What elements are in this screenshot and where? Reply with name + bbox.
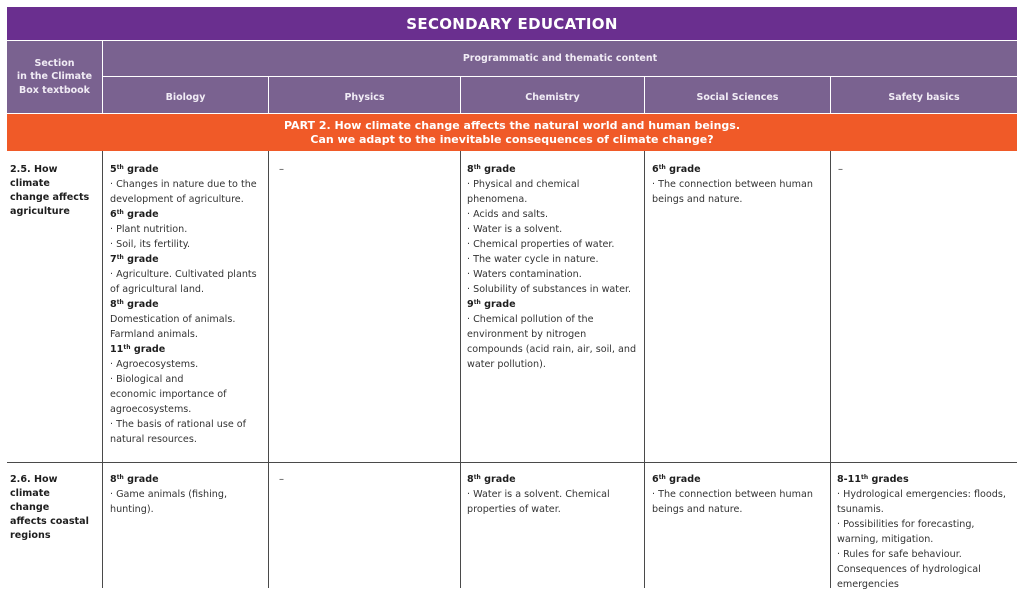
grade-word: grade [123, 474, 159, 485]
physics-cell: – [279, 474, 284, 485]
grade-ordinal-suffix: th [116, 474, 124, 481]
chemistry-cell [467, 162, 642, 372]
curriculum-table [7, 7, 1017, 588]
topic-line: development of agriculture. [110, 194, 244, 205]
grade-ordinal-suffix: th [658, 474, 666, 481]
row-section-cell [10, 163, 100, 219]
topic-line: · Acids and salts. [467, 209, 549, 220]
grade-ordinal-suffix: th [116, 209, 124, 216]
topic-line: agroecosystems. [110, 404, 192, 415]
topic-line: Farmland animals. [110, 329, 198, 340]
topic-line: · Rules for safe behaviour. [837, 549, 962, 560]
grade-number: 8 [467, 474, 474, 485]
topic-line: · Solubility of substances in water. [467, 284, 632, 295]
grade-ordinal-suffix: th [473, 164, 481, 171]
safety-basics-cell: – [838, 164, 843, 175]
grade-word: grade [123, 164, 159, 175]
biology-cell [110, 472, 266, 517]
topic-line: · Game animals (fishing, [110, 489, 228, 500]
topic-line: · The water cycle in nature. [467, 254, 599, 265]
grade-ordinal-suffix: th [473, 474, 481, 481]
grade-word: grade [123, 299, 159, 310]
grade-ordinal-suffix: th [473, 299, 481, 306]
topic-line: · The connection between human [652, 179, 813, 190]
grade-ordinal-suffix: th [123, 344, 131, 351]
topic-line: · Physical and chemical [467, 179, 580, 190]
grade-word: grades [868, 474, 909, 485]
grade-heading [837, 472, 1017, 487]
section-title-line: regions [10, 530, 51, 541]
column-divider [102, 151, 103, 588]
section-title-line: 2.5. How climate [10, 164, 58, 189]
grade-number: 6 [652, 474, 659, 485]
grade-heading [652, 472, 828, 487]
grade-heading [110, 297, 266, 312]
header-section-line: Box textbook [18, 84, 90, 96]
section-title-line: change [10, 502, 50, 513]
header-section-column [7, 41, 102, 113]
topic-line: compounds (acid rain, air, soil, and [467, 344, 637, 355]
header-biology: Biology [103, 77, 268, 113]
topic-line: properties of water. [467, 504, 561, 515]
table-title: SECONDARY EDUCATION [7, 7, 1017, 40]
social-sciences-cell [652, 162, 828, 207]
grade-number: 8 [467, 164, 474, 175]
topic-line: beings and nature. [652, 504, 743, 515]
topic-line: · Biological and [110, 374, 184, 385]
header-section-line: Section [34, 57, 75, 69]
topic-line: · The basis of rational use of [110, 419, 247, 430]
topic-line: · Agriculture. Cultivated plants [110, 269, 257, 280]
topic-line: of agricultural land. [110, 284, 205, 295]
topic-line: warning, mitigation. [837, 534, 934, 545]
header-programmatic-content: Programmatic and thematic content [103, 41, 1017, 76]
grade-ordinal-suffix: th [116, 299, 124, 306]
chemistry-cell [467, 472, 642, 517]
social-sciences-cell [652, 472, 828, 517]
topic-line: economic importance of [110, 389, 227, 400]
topic-line: · Agroecosystems. [110, 359, 199, 370]
section-title-line: 2.6. How climate [10, 474, 58, 499]
topic-line: · Soil, its fertility. [110, 239, 191, 250]
column-divider [644, 151, 645, 588]
grade-heading [110, 472, 266, 487]
section-title-line: change affects [10, 192, 90, 203]
header-section-line: in the Climate [16, 71, 93, 83]
grade-number: 6 [652, 164, 659, 175]
grade-word: grade [480, 474, 516, 485]
header-social-sciences: Social Sciences [645, 77, 830, 113]
grade-word: grade [665, 164, 701, 175]
safety-basics-cell [837, 472, 1017, 592]
topic-line: natural resources. [110, 434, 197, 445]
topic-line: · Chemical pollution of the [467, 314, 594, 325]
grade-ordinal-suffix: th [116, 254, 124, 261]
grade-number: 8 [110, 299, 117, 310]
grade-ordinal-suffix: th [658, 164, 666, 171]
topic-line: water pollution). [467, 359, 546, 370]
grade-number: 11 [110, 344, 124, 355]
physics-cell: – [279, 164, 284, 175]
topic-line: · Hydrological emergencies: floods, [837, 489, 1006, 500]
grade-ordinal-suffix: th [861, 474, 869, 481]
row-section-cell [10, 473, 100, 543]
section-title-line: affects coastal [10, 516, 89, 527]
grade-heading [467, 162, 642, 177]
grade-number: 8-11 [837, 474, 862, 485]
topic-line: emergencies [837, 579, 899, 590]
grade-number: 9 [467, 299, 474, 310]
topic-line: Consequences of hydrological [837, 564, 981, 575]
column-divider [460, 151, 461, 588]
biology-cell [110, 162, 266, 447]
grade-heading [652, 162, 828, 177]
grade-heading [110, 252, 266, 267]
topic-line: · The connection between human [652, 489, 813, 500]
topic-line: · Changes in nature due to the [110, 179, 257, 190]
grade-heading [467, 472, 642, 487]
grade-word: grade [665, 474, 701, 485]
section-title-line: agriculture [10, 206, 70, 217]
grade-number: 7 [110, 254, 117, 265]
grade-word: grade [480, 164, 516, 175]
grade-word: grade [123, 254, 159, 265]
header-safety-basics: Safety basics [831, 77, 1017, 113]
grade-word: grade [130, 344, 166, 355]
grade-heading [110, 342, 266, 357]
topic-line: · Chemical properties of water. [467, 239, 615, 250]
grade-heading [110, 207, 266, 222]
part-banner [7, 114, 1017, 151]
topic-line: · Water is a solvent. [467, 224, 563, 235]
topic-line: · Waters contamination. [467, 269, 582, 280]
column-divider [268, 151, 269, 588]
topic-line: · Water is a solvent. Chemical [467, 489, 610, 500]
row-divider [7, 462, 1017, 463]
topic-line: beings and nature. [652, 194, 743, 205]
part-banner-line: PART 2. How climate change affects the natural world and human beings. [284, 118, 740, 132]
topic-line: hunting). [110, 504, 154, 515]
grade-number: 5 [110, 164, 117, 175]
topic-line: phenomena. [467, 194, 528, 205]
header-chemistry: Chemistry [461, 77, 644, 113]
grade-heading [110, 162, 266, 177]
topic-line: · Possibilities for forecasting, [837, 519, 975, 530]
grade-number: 6 [110, 209, 117, 220]
topic-line: Domestication of animals. [110, 314, 236, 325]
topic-line: environment by nitrogen [467, 329, 587, 340]
grade-word: grade [480, 299, 516, 310]
column-divider [830, 151, 831, 588]
grade-number: 8 [110, 474, 117, 485]
topic-line: · Plant nutrition. [110, 224, 188, 235]
part-banner-line: Can we adapt to the inevitable consequences of climate change? [310, 132, 714, 146]
grade-ordinal-suffix: th [116, 164, 124, 171]
grade-word: grade [123, 209, 159, 220]
grade-heading [467, 297, 642, 312]
header-physics: Physics [269, 77, 460, 113]
topic-line: tsunamis. [837, 504, 884, 515]
